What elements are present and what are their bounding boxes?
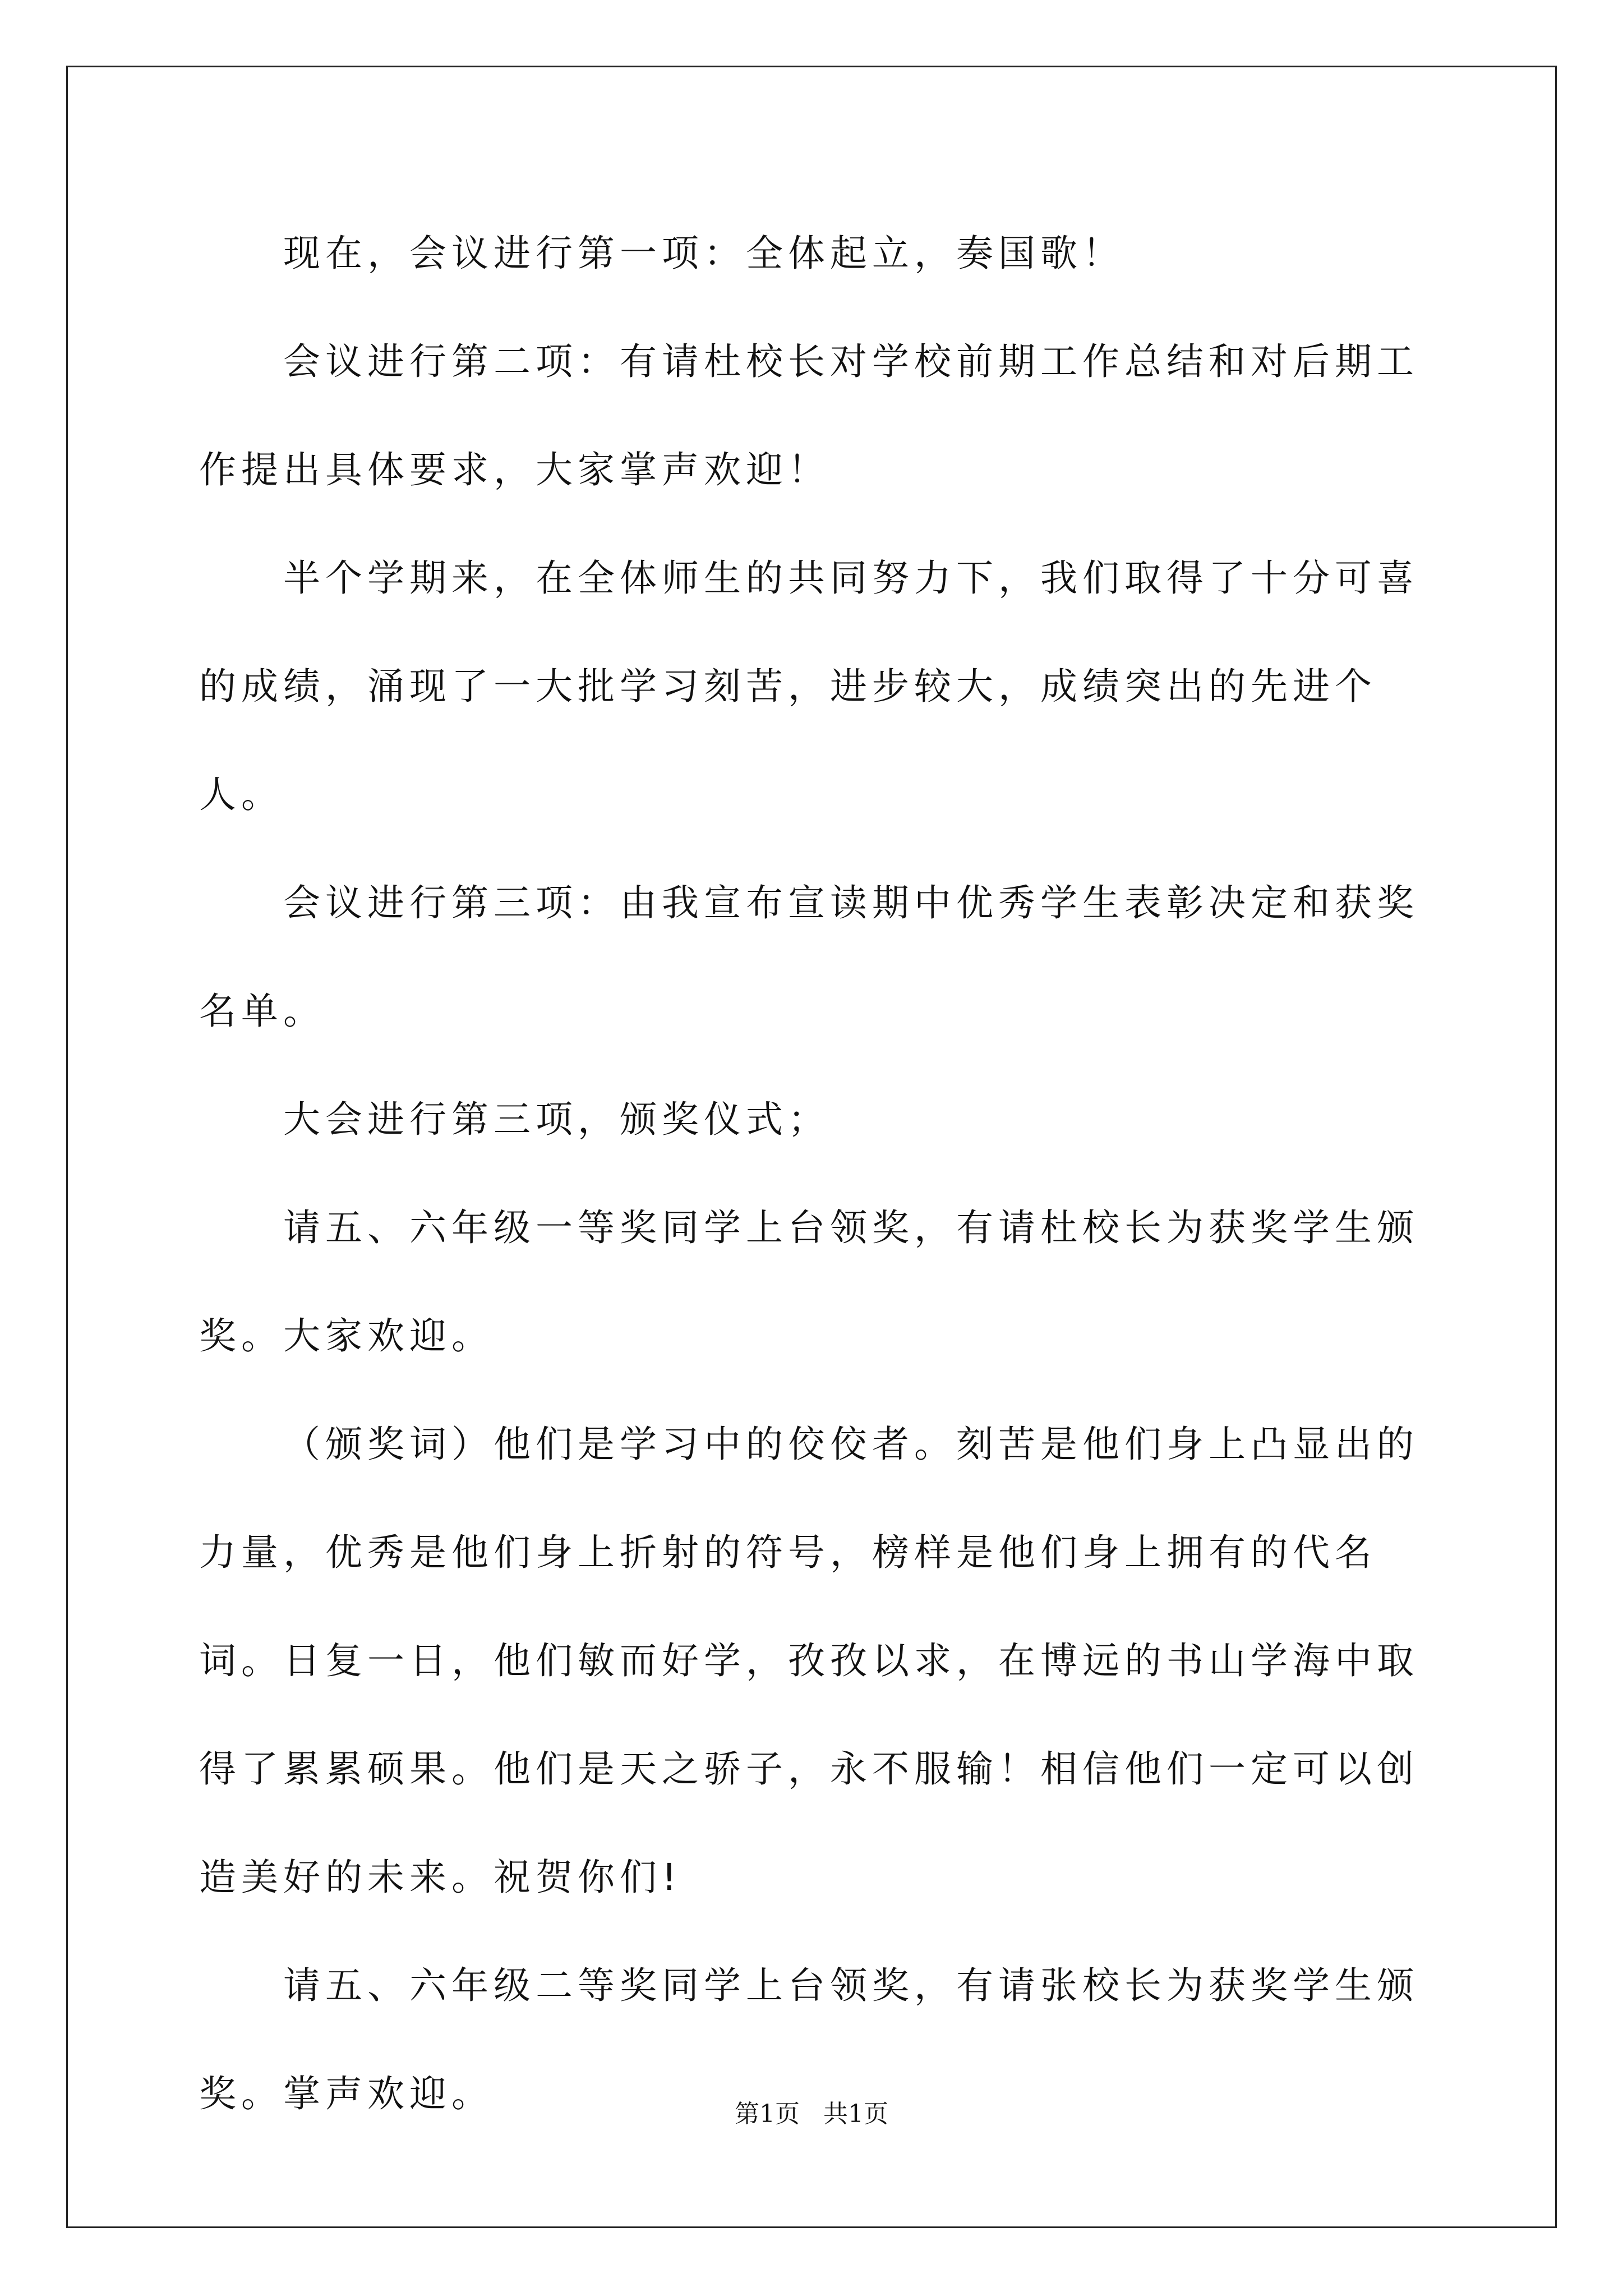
page-footer [0, 2093, 1623, 2129]
paragraph: 会议进行第二项：有请杜校长对学校前期工作总结和对后期工作提出具体要求，大家掌声欢迎！ [199, 340, 1419, 491]
page-total: 共1页 [823, 2100, 888, 2128]
paragraph: 请五、六年级二等奖同学上台领奖，有请张校长为获奖学生颁奖。掌声欢迎。 [199, 1964, 1419, 2115]
paragraph: 请五、六年级一等奖同学上台领奖，有请杜校长为获奖学生颁奖。大家欢迎。 [199, 1206, 1419, 1358]
paragraph: 会议进行第三项：由我宣布宣读期中优秀学生表彰决定和获奖名单。 [199, 881, 1419, 1033]
paragraph: 大会进行第三项，颁奖仪式； [283, 1098, 830, 1141]
page-number: 第1页 [735, 2100, 800, 2128]
paragraph: 半个学期来，在全体师生的共同努力下，我们取得了十分可喜的成绩，涌现了一大批学习刻苦，进步较大，成绩突出的先进个人。 [199, 556, 1419, 816]
paragraph: （颁奖词）他们是学习中的佼佼者。刻苦是他们身上凸显出的力量，优秀是他们身上折射的符号，榜样是他们身上拥有的代名词。日复一日，他们敏而好学，孜孜以求，在博远的书山学海中取得了累累硕果。他们是天之骄子，永不服输！相信他们一定可以创造美好的未来。祝贺你们! [199, 1423, 1419, 1899]
document-body [199, 199, 1433, 2148]
paragraph: 现在，会议进行第一项：全体起立，奏国歌！ [283, 232, 1124, 275]
